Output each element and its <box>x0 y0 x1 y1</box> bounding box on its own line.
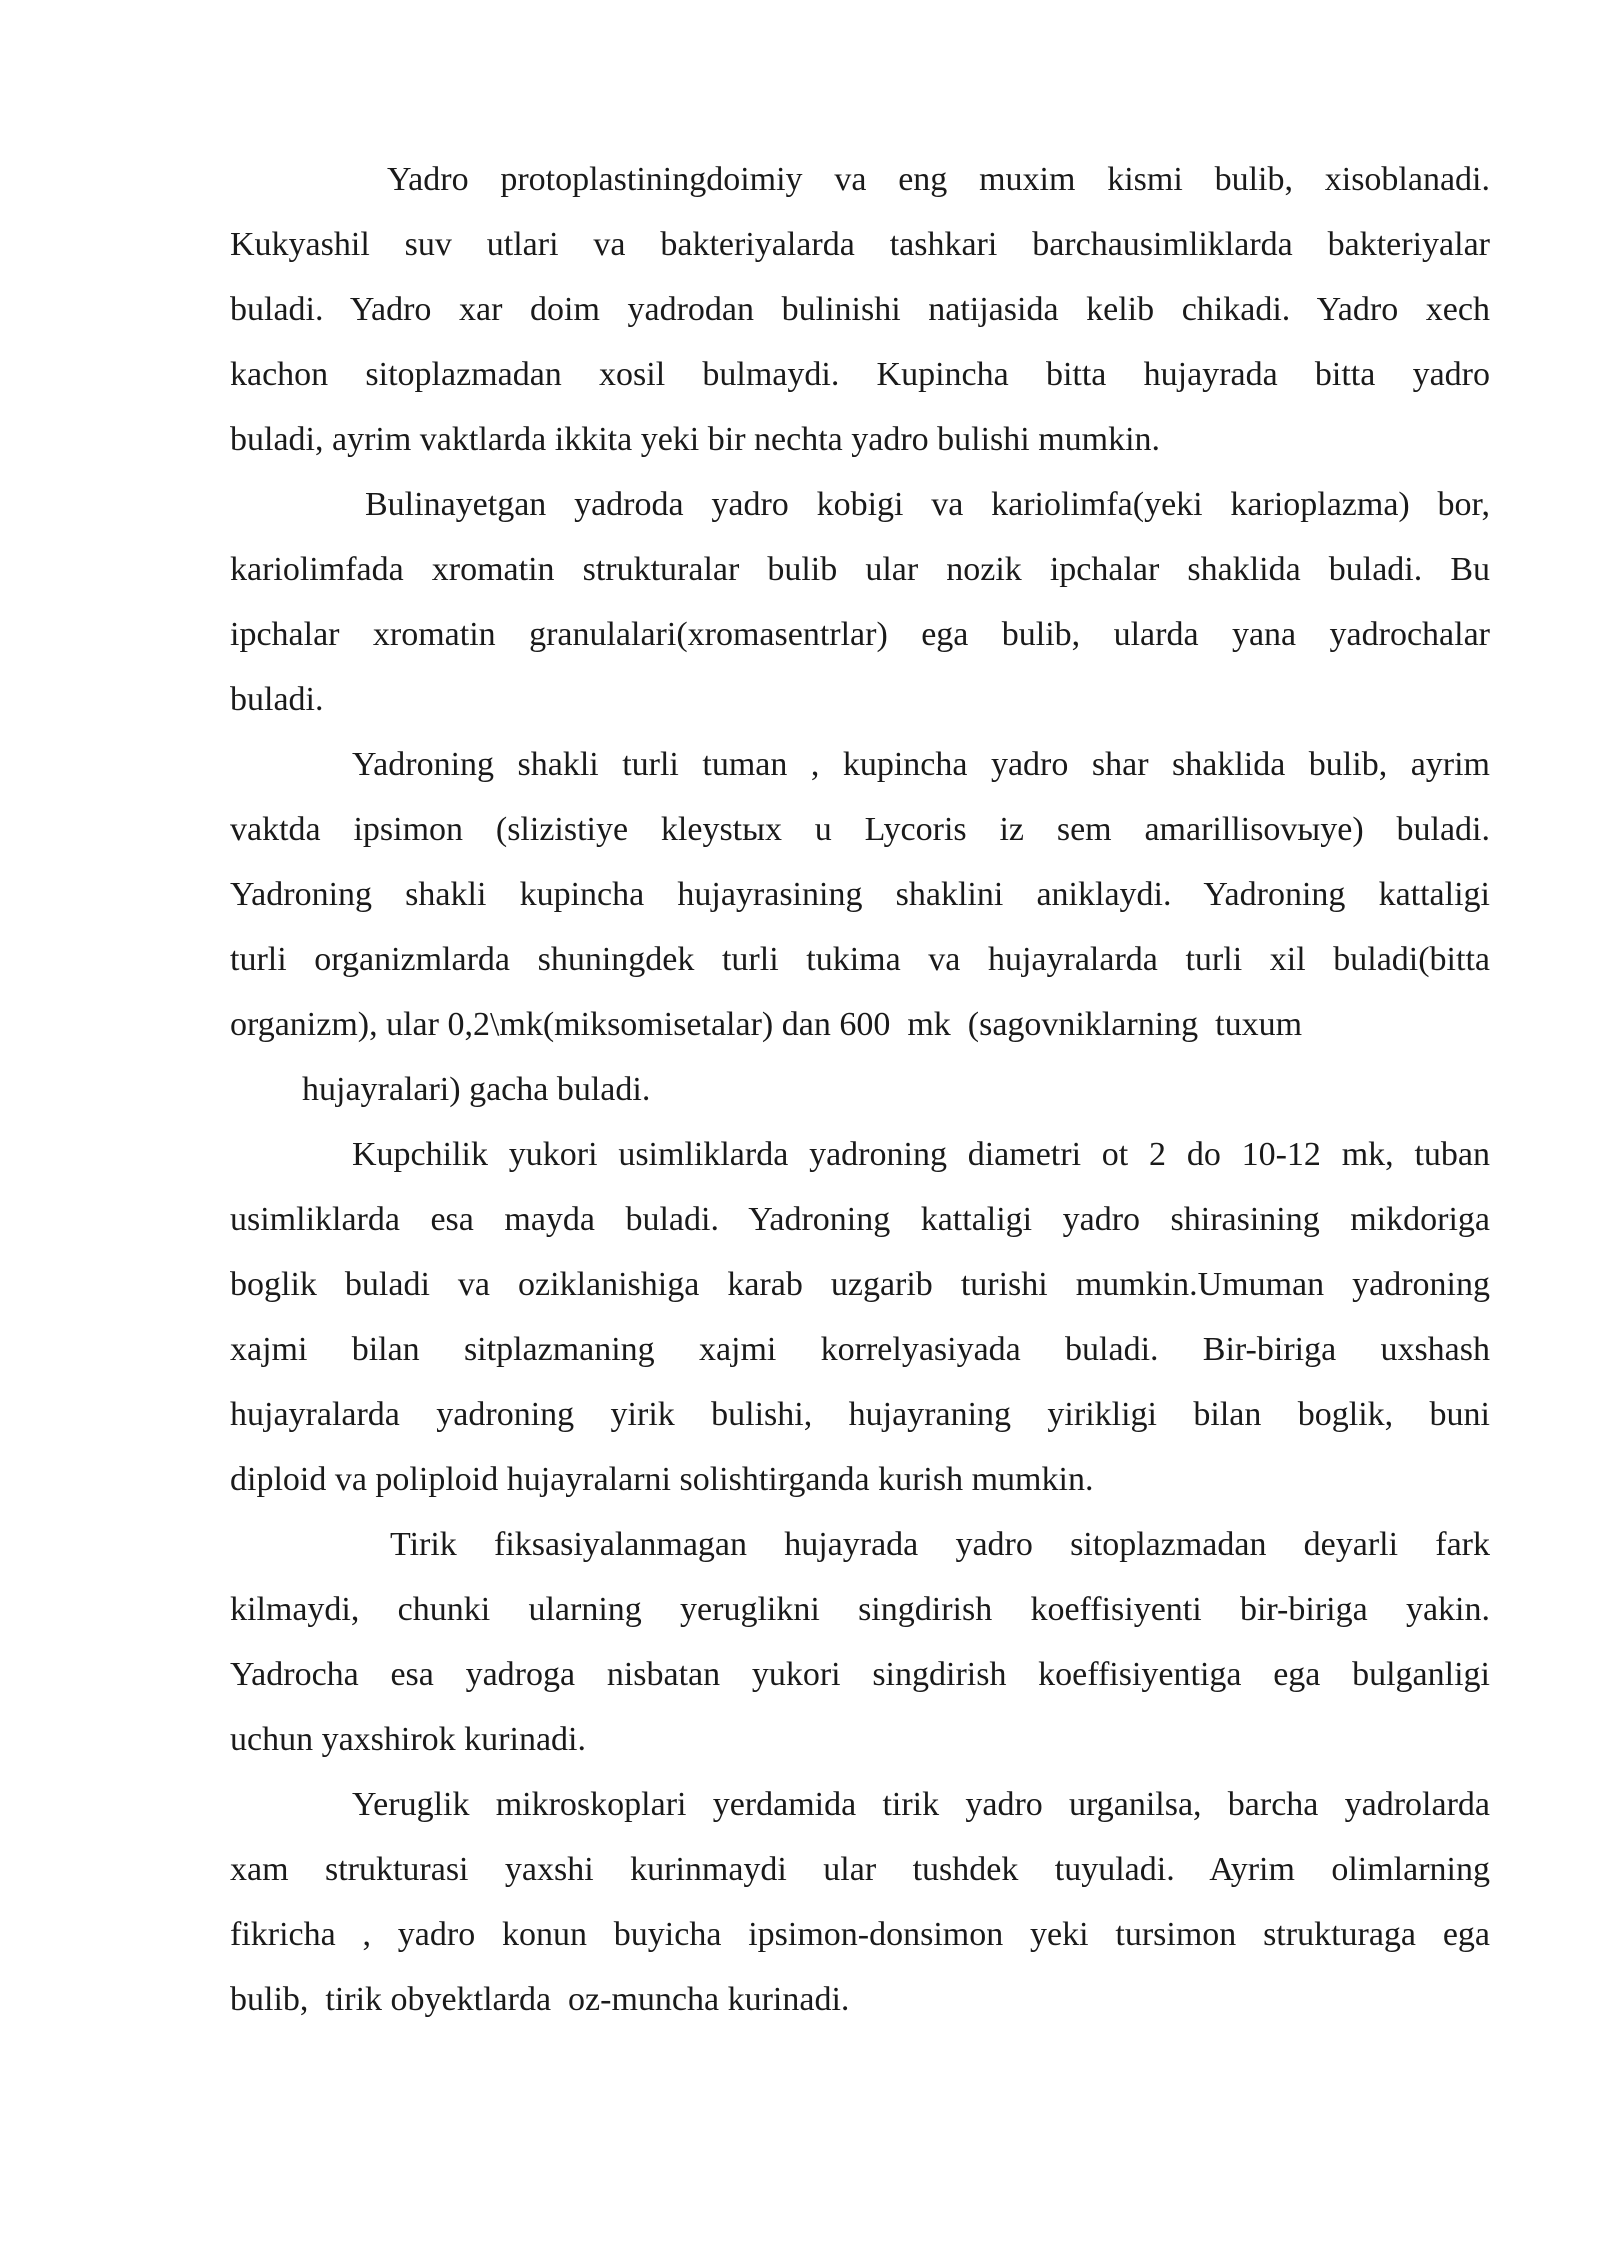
paragraph-2 <box>230 472 1490 732</box>
text-line: xam strukturasi yaxshi kurinmaydi ular tushdek tuyuladi. Ayrim olimlarning <box>230 1851 1490 1888</box>
text-line: kilmaydi, chunki ularning yeruglikni singdirish koeffisiyenti bir-biriga yakin. <box>230 1591 1490 1628</box>
text-line: buladi, ayrim vaktlarda ikkita yeki bir nechta yadro bulishi mumkin. <box>230 421 1161 458</box>
document-page <box>230 147 1490 2032</box>
text-line: Yadrocha esa yadroga nisbatan yukori singdirish koeffisiyentiga ega bulganligi <box>230 1656 1490 1693</box>
text-line: bulib, tirik obyektlarda oz-muncha kurinadi. <box>230 1981 850 2018</box>
text-line: fikricha , yadro konun buyicha ipsimon-donsimon yeki tursimon strukturaga ega <box>230 1916 1490 1953</box>
text-line: Tirik fiksasiyalanmagan hujayrada yadro sitoplazmadan deyarli fark <box>390 1526 1490 1563</box>
paragraph-4 <box>230 1122 1490 1512</box>
text-line: usimliklarda esa mayda buladi. Yadroning kattaligi yadro shirasining mikdoriga <box>230 1201 1490 1238</box>
text-line: hujayralari) gacha buladi. <box>302 1071 651 1108</box>
text-line: kariolimfada xromatin strukturalar bulib ular nozik ipchalar shaklida buladi. Bu <box>230 551 1490 588</box>
text-line: buladi. <box>230 681 324 718</box>
text-line: Bulinayetgan yadroda yadro kobigi va kariolimfa(yeki karioplazma) bor, <box>365 486 1490 523</box>
text-line: vaktda ipsimon (slizistiye kleystых u Lycoris iz sem amarillisovыye) buladi. <box>230 811 1490 848</box>
text-line: diploid va poliploid hujayralarni solishtirganda kurish mumkin. <box>230 1461 1094 1498</box>
text-line: Yadroning shakli kupincha hujayrasining shaklini aniklaydi. Yadroning kattaligi <box>230 876 1490 913</box>
text-line: Yeruglik mikroskoplari yerdamida tirik yadro urganilsa, barcha yadrolarda <box>352 1786 1490 1823</box>
text-line: hujayralarda yadroning yirik bulishi, hujayraning yirikligi bilan boglik, buni <box>230 1396 1490 1433</box>
paragraph-1 <box>230 147 1490 472</box>
text-line: ipchalar xromatin granulalari(xromasentrlar) ega bulib, ularda yana yadrochalar <box>230 616 1490 653</box>
paragraph-3 <box>230 732 1490 1122</box>
text-line: buladi. Yadro xar doim yadrodan bulinishi natijasida kelib chikadi. Yadro xech <box>230 291 1490 328</box>
text-line: Kukyashil suv utlari va bakteriyalarda tashkari barchausimliklarda bakteriyalar <box>230 226 1490 263</box>
text-line: turli organizmlarda shuningdek turli tukima va hujayralarda turli xil buladi(bitta <box>230 941 1490 978</box>
text-line: kachon sitoplazmadan xosil bulmaydi. Kupincha bitta hujayrada bitta yadro <box>230 356 1490 393</box>
text-line: boglik buladi va oziklanishiga karab uzgarib turishi mumkin.Umuman yadroning <box>230 1266 1490 1303</box>
text-line: organizm), ular 0,2\mk(miksomisetalar) dan 600 mk (sagovniklarning tuxum <box>230 1006 1303 1043</box>
paragraph-5 <box>230 1512 1490 1772</box>
text-line: Yadroning shakli turli tuman , kupincha yadro shar shaklida bulib, ayrim <box>352 746 1490 783</box>
paragraph-6 <box>230 1772 1490 2032</box>
text-line: Yadro protoplastiningdoimiy va eng muxim kismi bulib, xisoblanadi. <box>387 161 1490 198</box>
text-line: xajmi bilan sitplazmaning xajmi korrelyasiyada buladi. Bir-biriga uxshash <box>230 1331 1490 1368</box>
text-line: Kupchilik yukori usimliklarda yadroning diametri ot 2 do 10-12 mk, tuban <box>352 1136 1490 1173</box>
text-line: uchun yaxshirok kurinadi. <box>230 1721 586 1758</box>
